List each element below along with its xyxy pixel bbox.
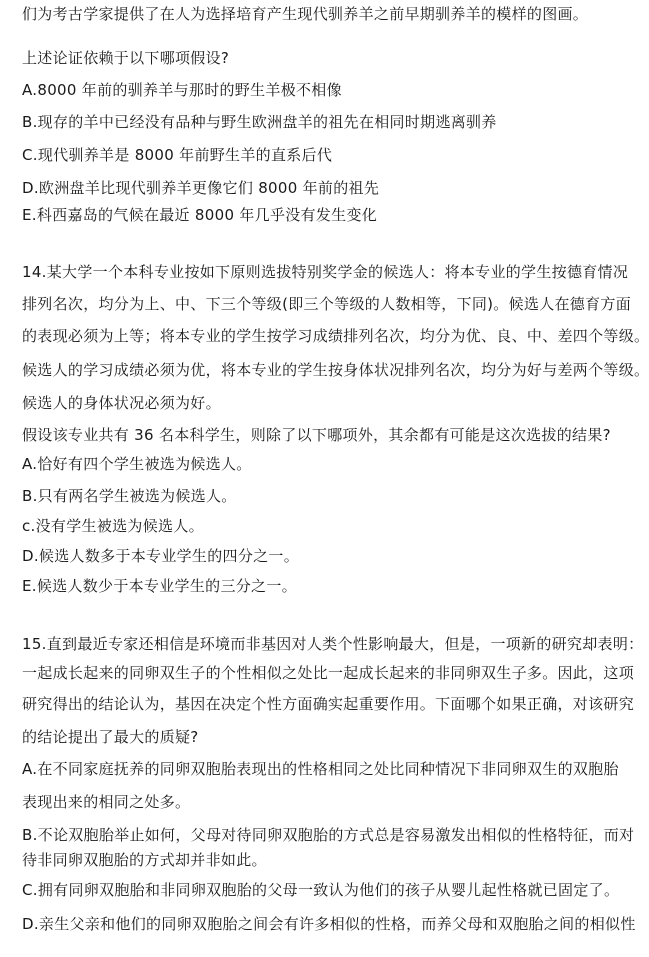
question-14-paragraph-line: 14.某大学一个本科专业按如下原则选拔特别奖学金的候选人：将本专业的学生按德育情况 (22, 263, 629, 281)
question-14-option-b: B.只有两名学生被选为候选人。 (22, 487, 237, 505)
question-15-paragraph-line: 的结论提出了最大的质疑? (22, 728, 199, 746)
question-15-paragraph-line: 一起成长起来的同卵双生子的个性相似之处比一起成长起来的非同卵双生子多。因此，这项 (22, 664, 635, 682)
question-14-paragraph-line: 候选人的学习成绩必须为优，将本专业的学生按身体状况排列名次，均分为好与差两个等级。 (22, 361, 649, 379)
question-14-option-e: E.候选人数少于本专业学生的三分之一。 (22, 577, 297, 595)
question-15-option-c: C.拥有同卵双胞胎和非同卵双胞胎的父母一致认为他们的孩子从婴儿起性格就已固定了。 (22, 881, 620, 899)
question-14-paragraph-line: 候选人的身体状况必须为好。 (22, 394, 221, 412)
question-13-option-e: E.科西嘉岛的气候在最近 8000 年几乎没有发生变化 (22, 206, 378, 224)
question-14-option-c: c.没有学生被选为候选人。 (22, 517, 204, 535)
question-13-intro-line: 们为考古学家提供了在人为选择培育产生现代驯养羊之前早期驯养羊的模样的图画。 (22, 5, 589, 23)
question-13-stem: 上述论证依赖于以下哪项假设? (22, 49, 230, 67)
question-14-paragraph-line: 排列名次，均分为上、中、下三个等级(即三个等级的人数相等，下同)。候选人在德育方面 (22, 295, 632, 313)
question-14-paragraph-line: 的表现必须为上等；将本专业的学生按学习成绩排列名次，均分为优、良、中、差四个等级。 (22, 327, 649, 345)
question-15-paragraph-line: 研究得出的结论认为，基因在决定个性方面确实起重要作用。下面哪个如果正确，对该研究 (22, 695, 635, 713)
question-15-option-b-continued: 待非同卵双胞胎的方式却并非如此。 (22, 851, 267, 869)
question-15-option-d: D.亲生父亲和他们的同卵双胞胎之间会有许多相似的性格，而养父母和双胞胎之间的相似性 (22, 915, 636, 933)
question-15-option-a-continued: 表现出来的相同之处多。 (22, 793, 191, 811)
question-13-option-a: A.8000 年前的驯养羊与那时的野生羊极不相像 (22, 81, 342, 99)
question-13-option-c: C.现代驯养羊是 8000 年前野生羊的直系后代 (22, 146, 333, 164)
question-15-option-a: A.在不同家庭抚养的同卵双胞胎表现出的性格相同之处比同种情况下非同卵双生的双胞胎 (22, 760, 619, 778)
question-13-option-b: B.现存的羊中已经没有品种与野生欧洲盘羊的祖先在相同时期逃离驯养 (22, 113, 497, 131)
question-15-paragraph-line: 15.直到最近专家还相信是环境而非基因对人类个性影响最大，但是，一项新的研究却表明： (22, 635, 644, 653)
question-15-option-b: B.不论双胞胎举止如何，父母对待同卵双胞胎的方式总是容易激发出相似的性格特征，而对 (22, 826, 635, 844)
question-14-option-d: D.候选人数多于本专业学生的四分之一。 (22, 547, 300, 565)
question-13-option-d: D.欧洲盘羊比现代驯养羊更像它们 8000 年前的祖先 (22, 179, 380, 197)
question-14-stem: 假设该专业共有 36 名本科学生，则除了以下哪项外，其余都有可能是这次选拔的结果? (22, 426, 611, 444)
question-14-option-a: A.恰好有四个学生被选为候选人。 (22, 455, 252, 473)
